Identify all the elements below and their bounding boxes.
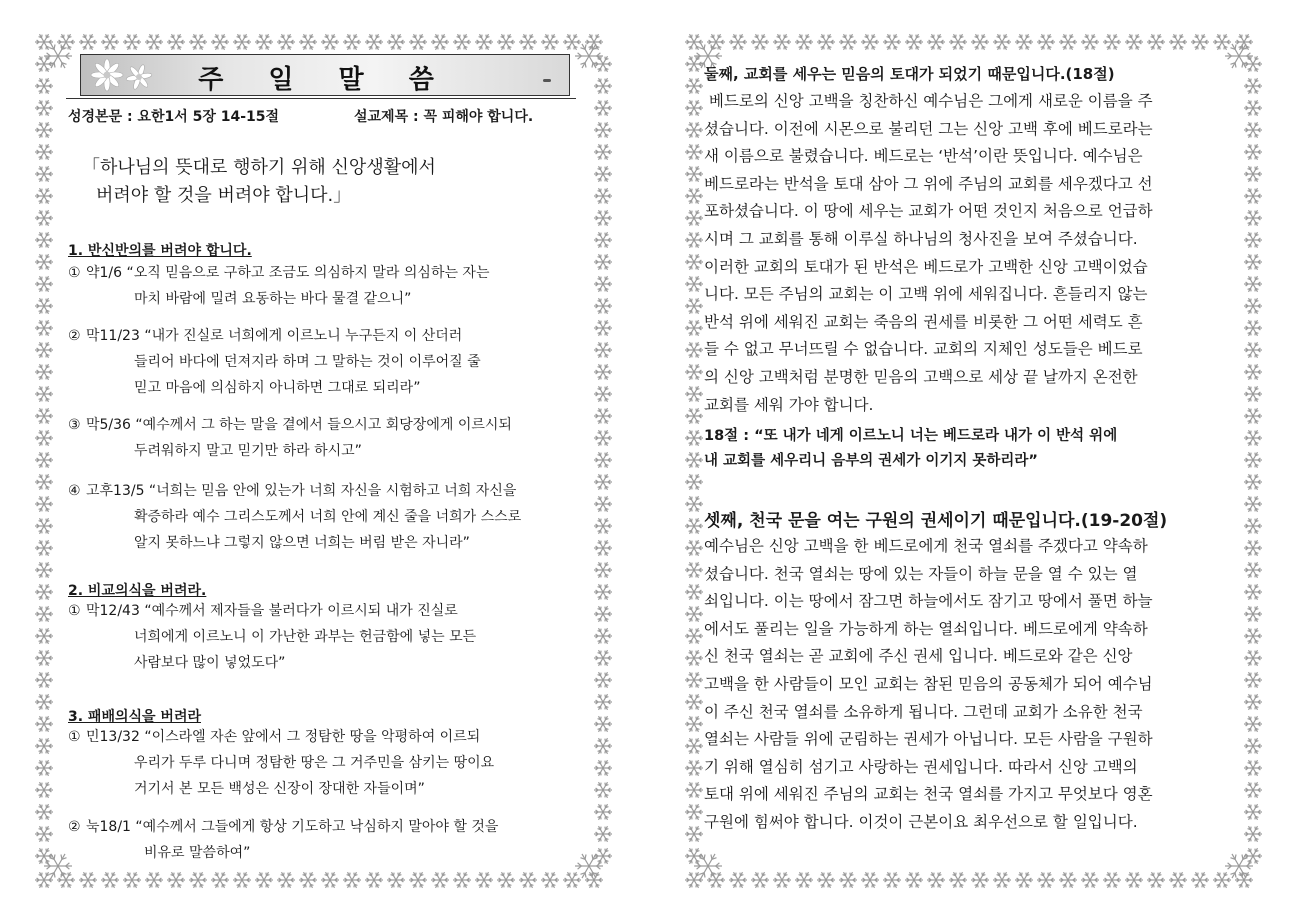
verse-line: 약1/6 “오직 믿음으로 구하고 조금도 의심하지 말라 의심하는 자는 — [86, 265, 490, 281]
verse-line: 막11/23 “내가 진실로 너희에게 이르노니 누구든지 이 산더러 — [86, 328, 463, 344]
paragraph-line: 열쇠는 사람들 위에 군림하는 권세가 아닙니다. 모든 사람을 구원하 — [704, 730, 1153, 749]
paragraph-line: 셨습니다. 이전에 시몬으로 불리던 그는 신앙 고백 후에 베드로라는 — [704, 119, 1153, 138]
paragraph-line: 들 수 없고 무너뜨릴 수 없습니다. 교회의 지체인 성도들은 베드로 — [704, 340, 1143, 359]
verse-line: 민13/32 “이스라엘 자손 앞에서 그 정탐한 땅을 악평하여 이르되 — [86, 729, 481, 745]
verse-item — [68, 260, 489, 312]
paragraph-line: 에서도 풀리는 일을 가능하게 하는 열쇠입니다. 베드로에게 약속하 — [704, 619, 1148, 638]
quote-line: 18절 : “또 내가 네게 이르노니 너는 베드로라 내가 이 반석 위에 — [704, 428, 1118, 444]
paragraph-line: 새 이름으로 불렸습니다. 베드로는 ‘반석’이란 뜻입니다. 예수님은 — [704, 147, 1143, 166]
section-2-heading: 2. 비교의식을 버려라. — [68, 583, 207, 599]
verse-number: ② — [68, 819, 81, 835]
verse-number: ① — [68, 729, 81, 745]
theme-line-1: 「하나님의 뜻대로 행하기 위해 신앙생활에서 — [82, 157, 436, 178]
verse-number: ① — [68, 265, 81, 281]
paragraph-line: 쇠입니다. 이는 땅에서 잠그면 하늘에서도 잠기고 땅에서 풀면 하늘 — [704, 592, 1153, 611]
verse-number: ④ — [68, 483, 81, 499]
theme-line-2: 버려야 할 것을 버려야 합니다.」 — [96, 185, 352, 206]
paragraph-line: 이 주신 천국 열쇠를 소유하게 됩니다. 그런데 교회가 소유한 천국 — [704, 702, 1143, 721]
paragraph-line: 시며 그 교회를 통해 이루실 하나님의 청사진을 보여 주셨습니다. — [704, 229, 1138, 248]
verse-item — [68, 598, 476, 676]
section-2-paragraph — [704, 88, 1242, 419]
paragraph-line: 토대 위에 세워진 주님의 교회는 천국 열쇠를 가지고 무엇보다 영혼 — [704, 785, 1153, 804]
verse-line: 눅18/1 “예수께서 그들에게 항상 기도하고 낙심하지 말아야 할 것을 — [86, 819, 499, 835]
section-3-heading: 3. 패배의식을 버려라 — [68, 709, 201, 725]
verse-item — [68, 478, 521, 556]
verse-line: 두려워하지 말고 믿기만 하라 하시고” — [134, 443, 362, 459]
verse-number: ③ — [68, 417, 81, 433]
paragraph-line: 의 신앙 고백처럼 분명한 믿음의 고백으로 세상 끝 날까지 온전한 — [704, 367, 1138, 386]
verse-item — [68, 323, 481, 401]
section-1-heading: 1. 반신반의를 버려야 합니다. — [68, 243, 252, 259]
verse-line: 마치 바람에 밀려 요동하는 바다 물결 같으니” — [134, 291, 412, 307]
verse-line: 확증하라 예수 그리스도께서 너희 안에 계신 줄을 너희가 스스로 — [134, 509, 522, 525]
verse-item — [68, 412, 512, 464]
paragraph-line: 반석 위에 세워진 교회는 죽음의 권세를 비롯한 그 어떤 세력도 흔 — [704, 312, 1143, 331]
banner-title: 주 일 말 씀 — [198, 65, 452, 95]
quote-line: 내 교회를 세우리니 음부의 권세가 이기지 못하리라” — [704, 453, 1038, 469]
paragraph-line: 베드로의 신앙 고백을 칭찬하신 예수님은 그에게 새로운 이름을 주 — [704, 92, 1153, 110]
paragraph-line: 포하셨습니다. 이 땅에 세우는 교회가 어떤 것인지 처음으로 언급하 — [704, 202, 1153, 221]
banner-dot — [543, 79, 551, 82]
sermon-theme — [82, 154, 436, 210]
verse-item — [68, 814, 498, 866]
section-2-heading: 둘째, 교회를 세우는 믿음의 토대가 되었기 때문입니다.(18절) — [704, 65, 1115, 83]
header-rule — [66, 98, 576, 99]
paragraph-line: 베드로라는 반석을 토대 삼아 그 위에 주님의 교회를 세우겠다고 선 — [704, 174, 1153, 193]
right-page — [682, 30, 1265, 892]
paragraph-line: 신 천국 열쇠는 곧 교회에 주신 권세 입니다. 베드로와 같은 신앙 — [704, 647, 1133, 666]
scripture-reference: 성경본문 : 요한1서 5장 14-15절 — [68, 109, 280, 125]
paragraph-line: 교회를 세워 가야 합니다. — [704, 395, 874, 414]
verse-line: 고후13/5 “너희는 믿음 안에 있는가 너희 자신을 시험하고 너희 자신을 — [86, 483, 517, 499]
verse-line: 우리가 두루 다니며 정탐한 땅은 그 거주민을 삼키는 땅이요 — [134, 755, 495, 771]
verse-number: ② — [68, 328, 81, 344]
paragraph-line: 니다. 모든 주님의 교회는 이 고백 위에 세워집니다. 흔들리지 않는 — [704, 285, 1148, 304]
verse-line: 알지 못하느냐 그렇지 않으면 너희는 버림 받은 자니라” — [134, 535, 470, 551]
sermon-title: 설교제목 : 꼭 피해야 합니다. — [354, 109, 534, 125]
paragraph-line: 이러한 교회의 토대가 된 반석은 베드로가 고백한 신앙 고백이었습 — [704, 257, 1148, 276]
verse-line: 거기서 본 모든 백성은 신장이 장대한 자들이며” — [134, 781, 425, 797]
verse-quote — [704, 424, 1242, 474]
section-3-paragraph — [704, 533, 1242, 837]
verse-line: 들리어 바다에 던져지라 하며 그 말하는 것이 이루어질 줄 — [134, 354, 481, 370]
verse-item — [68, 724, 494, 802]
paragraph-line: 예수님은 신앙 고백을 한 베드로에게 천국 열쇠를 주겠다고 약속하 — [704, 537, 1148, 555]
verse-number: ① — [68, 603, 81, 619]
verse-line: 믿고 마음에 의심하지 아니하면 그대로 되리라” — [134, 380, 421, 396]
verse-line: 비유로 말씀하여” — [144, 845, 251, 861]
paragraph-line: 기 위해 열심히 섬기고 사랑하는 권세입니다. 따라서 신앙 고백의 — [704, 757, 1138, 776]
title-banner — [80, 54, 570, 96]
verse-line: 막12/43 “예수께서 제자들을 불러다가 이르시되 내가 진실로 — [86, 603, 458, 619]
paragraph-line: 구원에 힘써야 합니다. 이것이 근본이요 최우선으로 할 일입니다. — [704, 812, 1138, 831]
section-3-heading: 셋째, 천국 문을 여는 구원의 권세이기 때문입니다.(19-20절) — [704, 511, 1168, 531]
left-page — [32, 30, 615, 892]
verse-line: 너희에게 이르노니 이 가난한 과부는 헌금함에 넣는 모든 — [134, 629, 477, 645]
verse-line: 사람보다 많이 넣었도다” — [134, 655, 286, 671]
paragraph-line: 고백을 한 사람들이 모인 교회는 참된 믿음의 공동체가 되어 예수님 — [704, 674, 1153, 693]
verse-line: 막5/36 “예수께서 그 하는 말을 곁에서 들으시고 회당장에게 이르시되 — [86, 417, 512, 433]
paragraph-line: 셨습니다. 천국 열쇠는 땅에 있는 자들이 하늘 문을 열 수 있는 열 — [704, 564, 1138, 583]
